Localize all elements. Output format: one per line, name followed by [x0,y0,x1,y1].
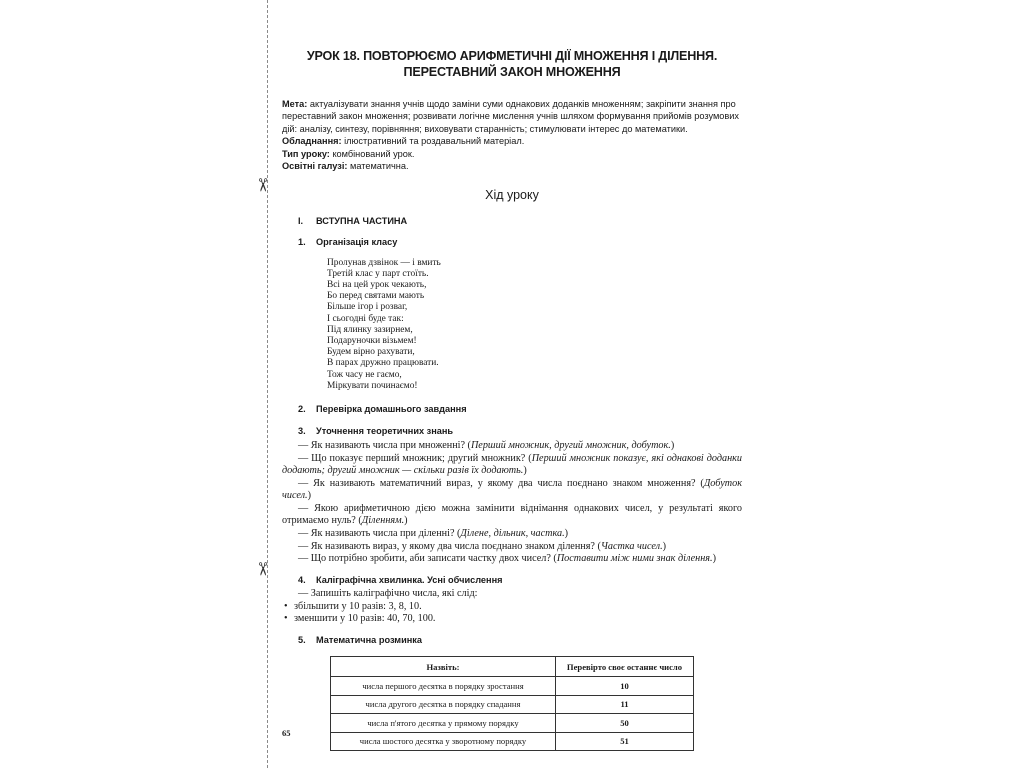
question-end: ) [523,465,527,477]
subsection-heading [298,236,742,248]
table-cell-value: 50 [556,714,694,733]
question-text: — Якою арифметичною дією можна замінити віднімання однакових чисел, у результаті якого отримаємо нуль? ( [282,502,742,527]
page-content [282,48,742,751]
subsection-title: Уточнення теоретичних знань [316,425,454,436]
meta-type [282,148,742,160]
section-title: ВСТУПНА ЧАСТИНА [316,215,408,226]
subsection-heading [298,425,742,437]
table-row [331,695,694,714]
table-row [331,732,694,751]
lesson-meta [282,98,742,172]
subsection-number: 2. [298,404,306,415]
question-end: ) [307,490,312,502]
meta-goal [282,98,742,135]
calligraphy-task [282,588,742,626]
subsection-heading [298,403,742,415]
question-end: ) [404,515,408,527]
question-text: — Що показує перший множник; другий множник? ( [298,452,532,464]
meta-equipment [282,135,742,147]
cut-line [267,0,268,768]
questions-block [282,440,742,566]
poem-line: В парах дружно працювати. [327,358,439,369]
poem-line: Будем вірно рахувати, [327,347,415,358]
meta-type-label: Тип уроку: [282,148,330,159]
meta-goal-label: Мета: [282,99,308,109]
table-row [331,714,694,733]
course-title: Хід уроку [485,188,539,203]
table-cell-label: числа п'ятого десятка у прямому порядку [331,714,556,733]
answer-text: Ділене, дільник, частка. [460,528,565,540]
table-row [331,677,694,696]
meta-equipment-text: ілюстративний та роздавальний матеріал. [344,136,525,147]
poem-line: Подаруночки візьмем! [327,336,417,347]
answer-text: Поставити між ними знак ділення. [556,553,713,565]
section-heading [298,215,742,227]
table-cell-label: числа другого десятка в порядку спадання [331,695,556,714]
meta-type-text: комбінований урок. [332,148,415,159]
subsection-title: Математична розминка [316,635,422,646]
lesson-title [282,48,742,80]
warmup-table [330,656,694,751]
question [282,453,742,478]
scissors-icon: ✂ [251,177,273,193]
list-item: • зменшити у 10 разів: 40, 70, 100. [282,613,742,626]
table-cell-value: 51 [556,732,694,751]
table-cell-value: 10 [556,677,694,696]
question [282,503,742,528]
meta-fields [282,160,742,172]
section-number: I. [298,215,304,226]
answer-text: Діленням. [361,515,405,527]
table-cell-label: числа шостого десятка у зворотному порядку [331,732,556,751]
question-end: ) [712,553,716,565]
table-header-row [331,657,694,677]
subsection-number: 5. [298,635,306,646]
poem-line: Бо перед святами мають [327,291,425,302]
subsection-number: 3. [298,425,306,436]
answer-text: Частка чисел. [600,540,663,552]
table-header-cell: Перевірто своє останнє число [556,657,694,677]
subsection-title: Каліграфічна хвилинка. Усні обчислення [316,574,503,585]
meta-fields-text: математична. [350,161,409,172]
question [282,440,742,453]
subsection-heading [298,574,742,586]
question-text: — Що потрібно зробити, аби записати частку двох чисел? ( [298,553,557,565]
lesson-title-line2: ПЕРЕСТАВНИЙ ЗАКОН МНОЖЕННЯ [403,65,621,79]
subsection-title: Перевірка домашнього завдання [316,404,467,415]
meta-goal-text: актуалізувати знання учнів щодо заміни суми однакових доданків множенням; закріпити знання про переставний закон множення; розвивати логічне мислення учнів шляхом формування прийомів розумових дій: аналізу, синтезу, порівняння; виховувати старанність; стимулювати інтерес до математики. [282,99,739,134]
question-text: — Як називають математичний вираз, у якому два числа поєднано знаком множення? ( [298,477,704,489]
meta-equipment-label: Обладнання: [282,136,342,147]
question [282,541,742,554]
list-item: • збільшити у 10 разів: 3, 8, 10. [282,601,742,614]
answer-text: Добуток чисел. [282,477,742,502]
poem-line: Всі на цей урок чекають, [327,280,427,291]
question-end: ) [670,439,675,451]
answer-text: Перший множник показує, які однакові доданки додають; другий множник — скільки разів їх додають. [282,452,743,477]
answer-text: Перший множник, другий множник, добуток. [470,439,671,451]
question [282,553,742,566]
table-cell-value: 11 [556,695,694,714]
question-end: ) [662,540,667,552]
question [282,478,742,503]
meta-fields-label: Освітні галузі: [282,161,348,172]
question-end: ) [564,528,569,540]
table-cell-label: числа першого десятка в порядку зростання [331,677,556,696]
poem-line: Пролунав дзвінок — і вмить [327,257,441,268]
poem-line: Третій клас у парт стоїть. [327,268,429,279]
question [282,528,742,541]
poem-line: Тож часу не гаємо, [327,369,402,380]
poem-line: Міркувати починаємо! [327,380,418,391]
poem-line: І сьогодні буде так: [327,313,404,324]
question-text: — Як називають числа при діленні? ( [298,528,461,540]
question-text: — Як називають вираз, у якому два числа поєднано знаком ділення? ( [298,540,601,552]
subsection-heading [298,634,742,646]
scissors-icon: ✂ [251,561,273,577]
poem-line: Під ялинку зазирнем, [327,324,413,335]
lesson-title-line1: УРОК 18. ПОВТОРЮЄМО АРИФМЕТИЧНІ ДІЇ МНОЖЕННЯ І ДІЛЕННЯ. [306,49,718,63]
page-number: 65 [282,728,291,738]
subsection-number: 1. [298,237,306,248]
question-text: — Як називають числа при множенні? ( [298,439,471,451]
poem-line: Більше ігор і розваг, [327,302,408,313]
poem [327,258,742,392]
subsection-number: 4. [298,574,306,585]
table-header-cell: Назвіть: [331,657,556,677]
subsection-title: Організація класу [316,237,398,248]
calligraphy-intro: — Запишіть каліграфічно числа, які слід: [298,588,478,600]
